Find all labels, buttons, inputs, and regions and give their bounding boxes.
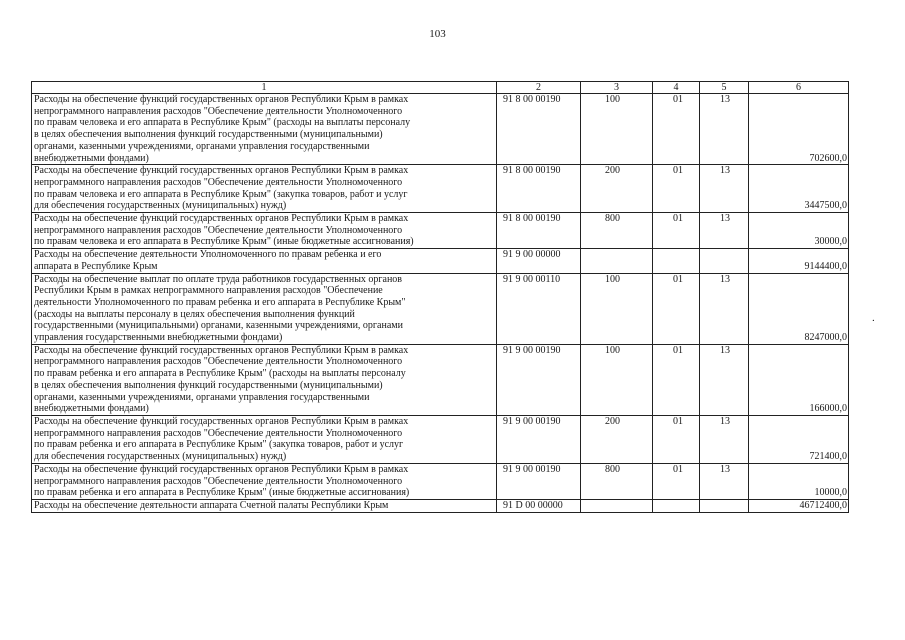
- header-cell: 6: [749, 82, 849, 94]
- section-cell: [653, 249, 700, 273]
- description-line: по правам человека и его аппарата в Республике Крым" (расходы на выплаты персоналу: [34, 117, 411, 129]
- section-cell: 01: [653, 415, 700, 463]
- description-cell: [32, 94, 497, 165]
- description-cell: [32, 415, 497, 463]
- description-line: органами, казенными учреждениями, органами управления государственными: [34, 391, 370, 403]
- expense-type-cell: 200: [581, 415, 653, 463]
- description-cell: [32, 344, 497, 415]
- section-cell: 01: [653, 213, 700, 249]
- code-cell: 91 9 00 00000: [497, 249, 581, 273]
- description-line: непрограммного направления расходов "Обеспечение деятельности Уполномоченного: [34, 427, 403, 439]
- table-row: [32, 499, 849, 512]
- description-line: деятельности Уполномоченного по правам ребенка и его аппарата в Республике Крым": [34, 296, 406, 308]
- expense-type-cell: [581, 249, 653, 273]
- description-line: непрограммного направления расходов "Обеспечение деятельности Уполномоченного: [34, 224, 403, 236]
- description-line: органами, казенными учреждениями, органами управления государственными: [34, 140, 370, 152]
- code-cell: 91 9 00 00190: [497, 415, 581, 463]
- expense-type-cell: 100: [581, 344, 653, 415]
- description-line: Расходы на обеспечение функций государственных органов Республики Крым в рамках: [34, 94, 409, 105]
- page-number: 103: [429, 28, 446, 40]
- description-line: по правам человека и его аппарата в Республике Крым" (иные бюджетные ассигнования): [34, 236, 414, 248]
- description-line: в целях обеспечения выполнения функций государственными (муниципальными): [34, 129, 383, 141]
- expense-type-cell: 100: [581, 94, 653, 165]
- subsection-cell: 13: [700, 415, 749, 463]
- description-line: Республики Крым в рамках непрограммного направления расходов "Обеспечение: [34, 285, 383, 297]
- subsection-cell: 13: [700, 273, 749, 344]
- description-line: Расходы на обеспечение функций государственных органов Республики Крым в рамках: [34, 415, 409, 427]
- description-line: внебюджетными фондами): [34, 403, 149, 415]
- header-cell: 1: [32, 82, 497, 94]
- description-line: Расходы на обеспечение функций государственных органов Республики Крым в рамках: [34, 213, 409, 225]
- description-cell: [32, 273, 497, 344]
- section-cell: [653, 499, 700, 512]
- table-row: [32, 94, 849, 165]
- description-line: по правам ребенка и его аппарата в Республике Крым" (закупка товаров, работ и услуг: [34, 439, 404, 451]
- code-cell: 91 9 00 00190: [497, 463, 581, 499]
- amount-cell: 9144400,0: [749, 249, 849, 273]
- description-line: по правам ребенка и его аппарата в Республике Крым" (расходы на выплаты персоналу: [34, 368, 406, 380]
- description-line: аппарата в Республике Крым: [34, 260, 158, 272]
- description-cell: [32, 463, 497, 499]
- table-row: [32, 415, 849, 463]
- amount-cell: 30000,0: [749, 213, 849, 249]
- amount-cell: 702600,0: [749, 94, 849, 165]
- subsection-cell: 13: [700, 165, 749, 213]
- amount-cell: 166000,0: [749, 344, 849, 415]
- table-row: [32, 249, 849, 273]
- description-line: непрограммного направления расходов "Обеспечение деятельности Уполномоченного: [34, 105, 403, 117]
- description-line: управления государственными внебюджетными фондами): [34, 332, 283, 344]
- description-line: непрограммного направления расходов "Обеспечение деятельности Уполномоченного: [34, 356, 403, 368]
- table-row: [32, 463, 849, 499]
- description-cell: [32, 499, 497, 512]
- header-cell: 5: [700, 82, 749, 94]
- subsection-cell: 13: [700, 94, 749, 165]
- description-line: Расходы на обеспечение функций государственных органов Республики Крым в рамках: [34, 165, 409, 177]
- header-cell: 2: [497, 82, 581, 94]
- expense-type-cell: [581, 499, 653, 512]
- description-line: для обеспечения государственных (муниципальных) нужд): [34, 451, 287, 463]
- amount-cell: 721400,0: [749, 415, 849, 463]
- description-line: для обеспечения государственных (муниципальных) нужд): [34, 200, 287, 212]
- amount-cell: 8247000,0: [749, 273, 849, 344]
- header-cell: 3: [581, 82, 653, 94]
- description-cell: [32, 165, 497, 213]
- header-cell: 4: [653, 82, 700, 94]
- expense-type-cell: 200: [581, 165, 653, 213]
- description-line: в целях обеспечения выполнения функций государственными (муниципальными): [34, 379, 383, 391]
- table-body: [32, 94, 849, 513]
- amount-cell: 3447500,0: [749, 165, 849, 213]
- description-line: внебюджетными фондами): [34, 152, 149, 164]
- code-cell: 91 9 00 00110: [497, 273, 581, 344]
- table-row: [32, 165, 849, 213]
- section-cell: 01: [653, 463, 700, 499]
- description-line: по правам человека и его аппарата в Республике Крым" (закупка товаров, работ и услуг: [34, 188, 408, 200]
- table-row: [32, 344, 849, 415]
- header-row: [32, 82, 849, 94]
- budget-table: [31, 81, 849, 513]
- code-cell: 91 9 00 00190: [497, 344, 581, 415]
- code-cell: 91 8 00 00190: [497, 165, 581, 213]
- table-row: [32, 213, 849, 249]
- description-cell: [32, 213, 497, 249]
- code-cell: 91 8 00 00190: [497, 94, 581, 165]
- description-line: по правам ребенка и его аппарата в Республике Крым" (иные бюджетные ассигнования): [34, 487, 410, 499]
- subsection-cell: 13: [700, 213, 749, 249]
- description-line: Расходы на обеспечение функций государственных органов Республики Крым в рамках: [34, 463, 409, 475]
- expense-type-cell: 800: [581, 213, 653, 249]
- table-row: [32, 273, 849, 344]
- description-line: государственными (муниципальными) органами, казенными учреждениями, органами: [34, 320, 403, 332]
- description-line: Расходы на обеспечение выплат по оплате труда работников государственных органов: [34, 273, 403, 285]
- description-cell: [32, 249, 497, 273]
- description-line: непрограммного направления расходов "Обеспечение деятельности Уполномоченного: [34, 475, 403, 487]
- description-line: Расходы на обеспечение деятельности Уполномоченного по правам ребенка и его: [34, 249, 382, 261]
- code-cell: 91 8 00 00190: [497, 213, 581, 249]
- subsection-cell: [700, 499, 749, 512]
- description-line: (расходы на выплаты персоналу в целях обеспечения выполнения функций: [34, 308, 355, 320]
- amount-cell: 46712400,0: [749, 499, 849, 512]
- section-cell: 01: [653, 273, 700, 344]
- subsection-cell: 13: [700, 463, 749, 499]
- description-line: Расходы на обеспечение деятельности аппарата Счетной палаты Республики Крым: [34, 499, 389, 511]
- section-cell: 01: [653, 94, 700, 165]
- expense-type-cell: 100: [581, 273, 653, 344]
- description-line: непрограммного направления расходов "Обеспечение деятельности Уполномоченного: [34, 176, 403, 188]
- stray-mark: .: [872, 312, 875, 324]
- code-cell: 91 D 00 00000: [497, 499, 581, 512]
- expense-type-cell: 800: [581, 463, 653, 499]
- subsection-cell: [700, 249, 749, 273]
- amount-cell: 10000,0: [749, 463, 849, 499]
- description-line: Расходы на обеспечение функций государственных органов Республики Крым в рамках: [34, 344, 409, 356]
- section-cell: 01: [653, 344, 700, 415]
- section-cell: 01: [653, 165, 700, 213]
- subsection-cell: 13: [700, 344, 749, 415]
